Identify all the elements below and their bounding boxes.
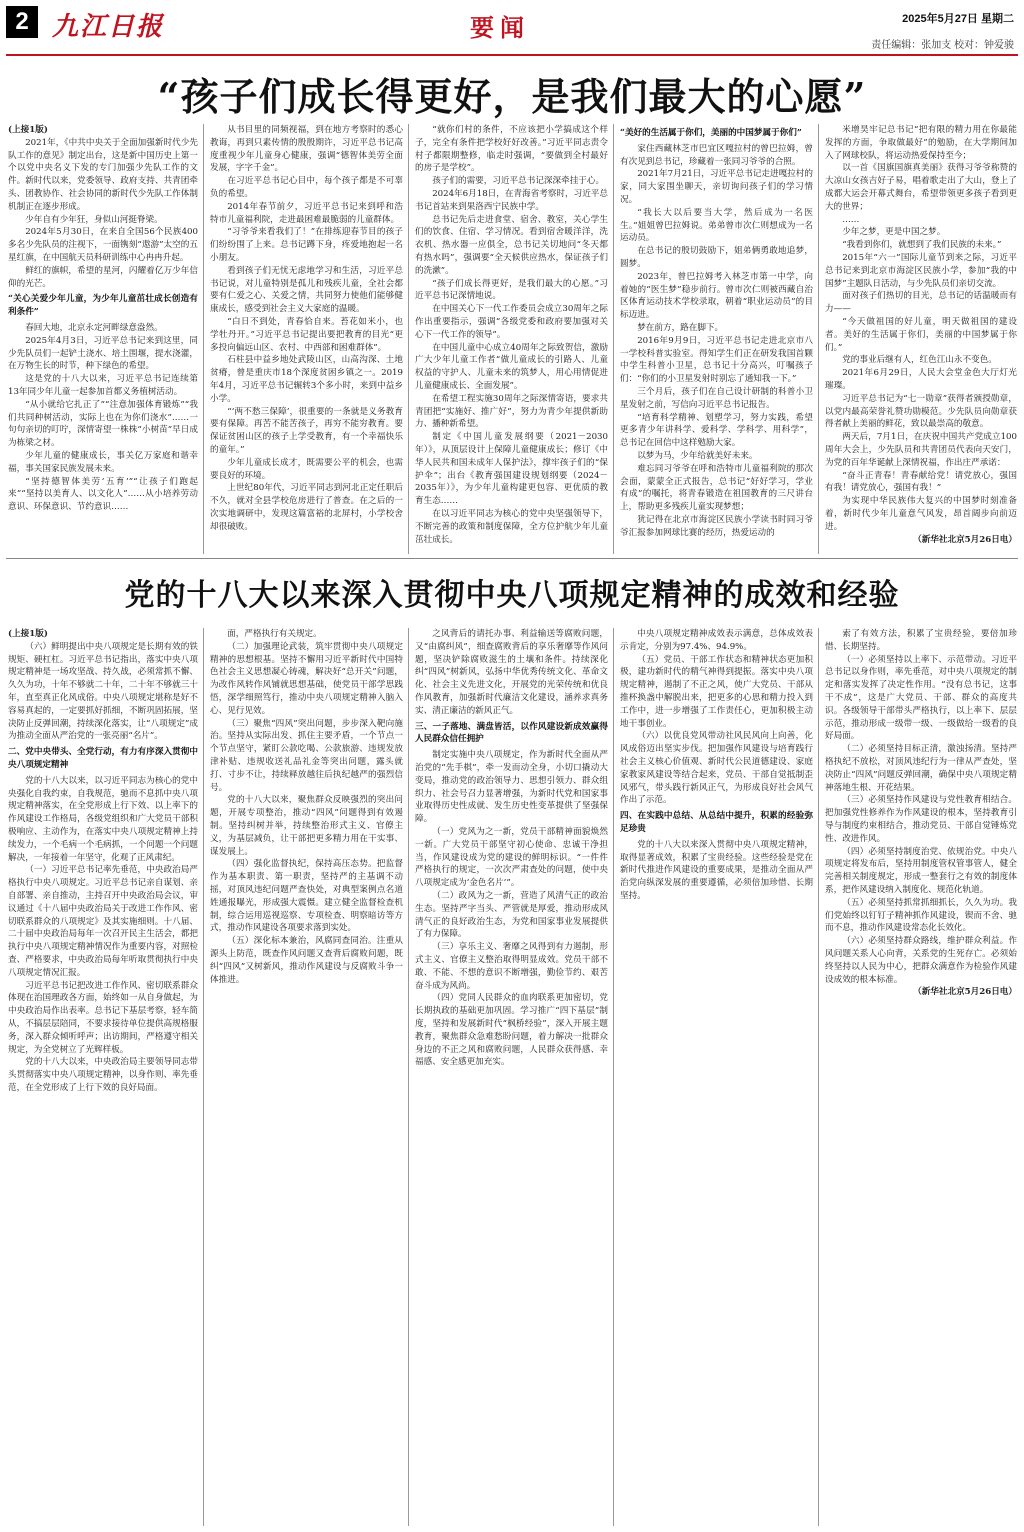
paragraph: 2021年7月21日，习近平总书记走进嘎拉村的家，同大家围坐聊天，亲切询问孩子们的学习情况。 [620,169,813,205]
masthead [0,0,1024,58]
paragraph: 梦在前方，路在脚下。 [637,322,724,333]
paragraph: 之风背后的请托办事、利益输送等腐败问题，又“由腐纠风”，细查腐败背后的享乐奢靡等作风问题，坚决铲除腐败滋生的土壤和条件。持续深化纠“四风”树新风，弘扬中华优秀传统文化、革命文化、社会主义先进文化，开展党的光荣传统和优良作风教育，加强新时代廉洁文化建设，涵养求真务实、清正廉洁的新风正气。 [415,629,608,716]
column-divider [203,628,204,1526]
paragraph: “白日不到处，青春恰自来。苔花如米小，也学牡丹开。”习近平总书记提出要把教育的目光“更多投向偏远山区、农村、中西部和困难群体”。 [210,316,403,353]
paragraph: 看到孩子们无忧无虑地学习和生活，习近平总书记说，对儿童特别是孤儿和残疾儿童，全社会都要有仁爱之心、关爱之情，共同努力使他们能够健康成长，感受到社会主义大家庭的温暖。 [210,265,403,315]
paragraph: （二）必须坚持目标正清，激浊扬清。坚持严格执纪不放松，对顶风违纪行为一律从严查处，坚决防止“四风”问题反弹回潮，确保中央八项规定精神落地生根、开花结果。 [825,744,1017,793]
paragraph: 上世纪80年代，习近平同志到河北正定任职后不久，就对全县学校危房进行了普查。在之后的一次实地调研中，发现这篇富裕的北屏村，小学校舍却很破败。 [210,483,403,532]
paragraph: 在中国关心下一代工作委员会成立30周年之际作出重要指示，强调“各级党委和政府要加强对关心下一代工作的领导”。 [415,304,608,340]
paragraph: “孩子们成长得更好，是我们最大的心愿。”习近平总书记深情地说。 [415,278,608,302]
subheading: 三、一子落地、满盘皆活，以作风建设新成效赢得人民群众信任拥护 [415,721,608,745]
paragraph: 少年之梦，更是中国之梦。 [842,227,946,238]
paragraph: 在希望工程实施30周年之际深情寄语，要求共青团把“实施好、推广好”，努力为青少年提供新助力、播种新希望。 [415,393,608,430]
paragraph: “我看到你们，就想到了我们民族的未来。” [842,240,1002,251]
paragraph: 鲜红的旗帜，希望的星河，闪耀着亿万少年信仰的光芒。 [8,265,198,289]
paragraph: 两天后，7月1日，在庆祝中国共产党成立100周年大会上，少先队员和共青团员代表向天安门，为党的百年华诞献上深情祝福，作出庄严承诺： [825,432,1017,468]
paragraph: 2021年，《中共中央关于全面加强新时代少先队工作的意见》制定出台，这是新中国历史上第一个以党中央名义下发的专门加强少先队工作的文件。新时代以来，党委领导、政府支持、共青团牵头、团教协作、社会协同的新时代少先队工作体制机制正在逐步形成。 [8,137,198,212]
paragraph: 以梦为马，少年给就美好未来。 [637,450,758,461]
dateline: 2025年5月27日 星期二 [902,13,1014,25]
article1-col4 [620,124,813,554]
paragraph: “培育科学精神、划塑学习，努力实践，希望更多青少年讲科学、爱科学、学科学、用科学”，总书记在回信中这样勉励大家。 [620,412,813,449]
paragraph: 在中国儿童中心成立40周年之际致贺信，激励广大少年儿童工作者“做儿童成长的引路人、儿童权益的守护人、儿童未来的筑梦人，用心用情促进儿童健康成长、全面发展”。 [415,342,608,391]
paragraph: 党的十八大以来，中央政治局主要领导同志带头贯彻落实中央八项规定精神，以身作则、率先垂范，在全党形成了上行下效的良好局面。 [8,1057,198,1093]
editors-line: 责任编辑：张加支 校对：钟爱骏 [871,40,1014,51]
paragraph: “‘两不愁三保障’，很重要的一条就是义务教育要有保障。再苦不能苦孩子，再穷不能穷教育。要保证贫困山区的孩子上学受教育，有一个幸福快乐的童年。” [210,406,403,455]
article1-col2 [210,124,403,554]
paragraph: 犹记得在北京市海淀区民族小学读书时同习爷爷汇报参加网球比赛的经历，热爱运动的 [620,514,813,538]
paragraph: 三个月后，孩子们在自己设计研制的科普小卫星发射之前，写信向习近平总书记报告。 [620,386,813,410]
article1-col1 [8,124,198,554]
article1-col3 [415,124,608,554]
paragraph: 为实现中华民族伟大复兴的中国梦时刻准备着，新时代少年儿童意气风发，昂首阔步向前迈进。 [825,496,1017,532]
paragraph: 少年自有少年狂，身似山河挺脊梁。 [25,214,163,225]
paragraph: 索了有效方法，积累了宝贵经验，要倍加珍惜、长期坚持。 [825,629,1017,652]
paragraph: 2024年5月30日，在来自全国56个民族400多名少先队员的注视下，一面镌刻“遨游”太空的五星红旗，在中国航天员科研训练中心冉冉升起。 [8,227,198,263]
paragraph: （一）必须坚持以上率下、示范带动。习近平总书记以身作则，率先垂范，对中央八项规定的制定和落实发挥了决定性作用。“没有总书记，这事干不成”，这是广大党员、干部、群众的高度共识。各级领导干部带头严格执行，以上率下、层层示范，推动形成一级带一级、一级做给一级看的良好局面。 [825,654,1017,742]
paragraph: …… [842,214,860,225]
paragraph: 习近平总书记把改进工作作风、密切联系群众体现在治国理政各方面，始终如一从自身做起，为中央政治局作出表率。总书记下基层考察，轻车简从，不搞层层陪同，不要求接待单位提供高规格服务，深入群众倾听呼声；出访期间，严格遵守相关规定，为全党树立了光辉样板。 [8,980,198,1055]
paragraph: （四）必须坚持制度治党、依规治党。中央八项规定将发布后，坚持用制度管权管事管人，健全完善相关制度规定，形成一整套行之有效的制度体系，把作风建设纳入制度化、规范化轨道。 [825,846,1017,895]
paragraph: 这是党的十八大以来，习近平总书记连续第13年同少年儿童一起参加首都义务植树活动。 [8,374,198,397]
article2-headline: 党的十八大以来深入贯彻中央八项规定精神的成效和经验 [124,578,900,613]
paragraph: 少年儿童成长成才，既需要公平的机会，也需要良好的环境。 [210,457,403,481]
column-divider [408,124,409,554]
paragraph: 制定实施中央八项规定，作为新时代全面从严治党的“先手棋”，牵一发而动全身，小切口撬动大变局，推动党的政治领导力、思想引领力、群众组织力、社会号召力显著增强，为新时代党和国家事业取得历史性成就、发生历史性变革提供了坚强保障。 [415,750,608,825]
paragraph: （六）必须坚持群众路线，维护群众利益。作风问题关系人心向背，关系党的生死存亡。必须始终坚持以人民为中心，把群众满意作为检验作风建设成效的根本标准。 [825,936,1017,985]
paragraph: “今天做祖国的好儿童，明天做祖国的建设者。美好的生活属于你们，美丽的中国梦属于你们。” [825,316,1017,353]
paragraph: 米增昊牢记总书记“把有限的精力用在你最能发挥的方面，争取做最好”的勉励，在大学期间加入了网球校队，将运动热爱保持至今； [825,125,1017,161]
paragraph: 习近平总书记为“七一勋章”获得者颁授勋章，以党内最高荣誉礼赞功勋模范。少先队员向勋章获得者献上美丽的鲜花，致以最崇高的敬意。 [825,393,1017,430]
paragraph: 在习近平总书记心目中，每个孩子都是不可辜负的希望。 [210,176,403,199]
paragraph: （三）聚焦“四风”突出问题，步步深入靶向施治。坚持从实际出发、抓住主要矛盾，一个节点一个节点坚守，紧盯公款吃喝、公款旅游、违规发放津补贴、违规收送礼品礼金等突出问题，露头就打、寸步不让，持续释放越往后执纪越严的强烈信号。 [210,718,403,793]
paragraph: 2023年，曾巴拉姆考入林芝市第一中学，向着她的“医生梦”稳步前行。曾市次仁则被西藏自治区体育运动技术学校录取，朝着“职业运动员”的目标迈进。 [620,271,813,321]
column-divider [408,628,409,1526]
page-number: 2 [6,6,38,38]
paragraph: 春回大地，北京永定河畔绿意盎然。 [25,322,163,333]
paragraph: 党的十八大以来，以习近平同志为核心的党中央强化自我约束，自我规范，驰而不息抓中央八项规定精神落实，在全党形成上行下效、以上率下的作风建设工作格局，各级党组织和广大党员干部积极响应、主动作为，在落实中央八项规定精神上持续发力，一个毛病一个毛病抓，一个问题一个问题解决，一年接着一年坚守，化观了正风肃纪。 [8,775,198,863]
paragraph: （五）党员、干部工作状态和精神状态更加积极，建功新时代的精气神得到提振。落实中央八项规定精神，遏制了不正之风，使广大党员、干部从推杯换盏中解脱出来，把更多的心思和精力投入到工作中，进一步增强了工作责任心，更加积极主动地干事创业。 [620,654,813,729]
subheading: “关心关爱少年儿童，为少年儿童茁壮成长创造有利条件” [8,294,198,318]
article2-col2 [210,628,403,1526]
paragraph: “我长大以后要当大学，然后成为一名医生。”姐姐曾巴拉姆说。弟弟曾市次仁则想成为一名运动员。 [620,207,813,244]
paragraph: 少年儿童的健康成长，事关亿万家庭和谐幸福，事关国家民族发展未来。 [8,450,198,474]
paragraph: 石柱县中益乡地处武陵山区，山高沟深、土地贫瘠，曾是重庆市18个深度贫困乡镇之一。2019年4月，习近平总书记辗转3个多小时，来到中益乡小学。 [210,355,403,404]
paragraph: （六）鲜明提出中央八项规定是长期有效的铁规矩、硬杠杠。习近平总书记指出，落实中央八项规定精神是一场攻坚战、持久战，必须常抓不懈、久久为功，十年不够就二十年，二十年不够就三十年，直至真正化风成俗。中央八项规定堪称是好不容易真起的，一定要抓好抓细，不断巩固拓展，坚决防止反弹回潮，持续深化落实，让“八项规定”成为推动全面从严治党的一张亮丽“名片”。 [8,641,198,742]
byline: （新华社北京5月26日电） [913,987,1017,998]
paragraph: 2014年春节前夕，习近平总书记来到呼和浩特市儿童福利院，走进最困难最脆弱的儿童群体。 [210,201,403,225]
paragraph: （六）以优良党风带动社风民风向上向善，化风成俗迈出坚实步伐。把加强作风建设与培育践行社会主义核心价值观、新时代公民道德建设、家庭家教家风建设等结合起来，党员、干部自觉抵制歪风邪气，带头践行新风正气，为形成良好社会风气作出了示范。 [620,731,813,806]
paragraph: 中央八项规定精神成效表示满意，总体成效表示肯定，分别为97.4%、94.9%。 [620,629,813,652]
column-divider [203,124,204,554]
paragraph: “就你们村的条件，不应该把小学搞成这个样子，完全有条件把学校好好改善。”习近平同志责令村子都限期整修，临走时强调，“要做到全村最好的房子是学校”。 [415,125,608,174]
lead-note: (上接1版) [8,125,48,135]
paragraph: 2015年“六一”国际儿童节到来之际，习近平总书记来到北京市海淀区民族小学，参加“我的中国梦”主题队日活动，与少先队员们亲切交流。 [825,252,1017,289]
article2-col4 [620,628,813,1526]
paragraph: （四）强化监督执纪，保持高压态势。把监督作为基本职责、第一职责，坚持严的主基调不动摇，对顶风违纪问题严查快处，对典型案例点名道姓通报曝光，形成强大震慑。建立健全监督检查机制，综合运用巡视巡察、专项检查、明察暗访等方式，推动作风建设各项要求落到实处。 [210,859,403,934]
paragraph: 2016年9月9日，习近平总书记走进北京市八一学校科普实验室。得知学生们正在研发我国首颗中学生科普小卫星，总书记十分高兴，叮嘱孩子们：“你们的小卫星发射时别忘了通知我一下。” [620,335,813,385]
paragraph: 2025年4月3日，习近平总书记来到这里，同少先队员们一起铲土浇水、培土围堰，提水浇灌，在万物生长的时节，种下绿色的希望。 [8,335,198,372]
article2-col5 [825,628,1017,1526]
paragraph: “奋斗正青春！青春献给党！请党放心，强国有我！请党放心，强国有我！” [825,470,1017,494]
paragraph: “从小就给它扎正了”“注意加强体育锻炼”“我们共同种树活动，实际上也在为你们浇水”……一句句亲切的叮咛，深情寄望一株株“小树苗”早日成为栋梁之材。 [8,399,198,449]
paragraph: （二）加强理论武装，筑牢贯彻中央八项规定精神的思想根基。坚持不懈用习近平新时代中国特色社会主义思想凝心铸魂，解决好“总开关”问题，为改作风转作风铺就思想基础，使党员干部学思践悟，深学细照笃行，推动中央八项规定精神入脑入心、见行见效。 [210,641,403,716]
paragraph: 2024年6月18日，在青海省考察时，习近平总书记首站来到果洛西宁民族中学。 [415,188,608,212]
subheading: 四、在实践中总结、从总结中提升，积累的经验弥足珍贵 [620,811,813,834]
paragraph: 制定《中国儿童发展纲要（2021－2030年）》，从顶层设计上保障儿童健康成长；修订《中华人民共和国未成年人保护法》，撑牢孩子们的“保护伞”；出台《教育强国建设规划纲要（2024－2035年）》，为少年儿童构建更包容、更优质的教育生态…… [415,432,608,507]
article1-col5 [825,124,1017,554]
paragraph: 从书目里的同频视福，到在地方考察时的悉心教诲，再到只素传情的殷殷期许，习近平总书记高度重视少年儿童身心健康，强调“德智体美劳全面发展，字字千金”。 [210,125,403,174]
subheading: “美好的生活属于你们，美丽的中国梦属于你们” [620,128,802,138]
paragraph: 家住西藏林芝市巴宜区嘎拉村的曾巴拉姆，曾有次见到总书记，珍藏着一张同习爷爷的合照。 [620,143,813,167]
article1-headline: “孩子们成长得更好，是我们最大的心愿” [157,74,867,119]
paragraph: 在以习近平同志为核心的党中央坚强领导下，不断完善的政策和制度保障，全方位护航少年儿童茁壮成长。 [415,508,608,545]
paragraph: 党的十八大以来深入贯彻中央八项规定精神，取得显著成效，积累了宝贵经验。这些经验是党在新时代推进作风建设的重要成果，是推动全面从严治党向纵深发展的重要遵循，必须倍加珍惜、长期坚持。 [620,839,813,901]
lead-note: (上接1版) [8,629,48,639]
paragraph: （四）党同人民群众的血肉联系更加密切，党长期执政的基础更加巩固。学习推广“四下基层”制度，坚持和发展新时代“枫桥经验”，深入开展主题教育，聚焦群众急难愁盼问题，着力解决一批群众身边的不正之风和腐败问题，人民群众获得感、幸福感、安全感更加充实。 [415,993,608,1068]
paragraph: 面，严格执行有关规定。 [227,629,322,639]
article2-col1 [8,628,198,1526]
paragraph: 在总书记的殷切鼓励下，姐弟俩勇敢地追梦，圆梦。 [620,246,813,269]
paragraph: 党的事业后继有人，红色江山永不变色。 [842,355,997,366]
article2-col3 [415,628,608,1526]
paragraph: “坚持德智体美劳‘五育’”“让孩子们跑起来”“坚持以美育人、以文化人”……从小培养劳动意识、环保意识、节约意识…… [8,476,198,513]
paragraph: （五）必须坚持抓常抓细抓长，久久为功。我们党始终以钉钉子精神抓作风建设，锲而不舍、驰而不息，推动作风建设常态化长效化。 [825,897,1017,934]
paragraph: （二）政风为之一新，营造了风清气正的政治生态。坚持严字当头、严管就是厚爱，推动形成风清气正的良好政治生态，为党和国家事业发展提供了有力保障。 [415,890,608,940]
paragraph: （一）党风为之一新，党员干部精神面貌焕然一新。广大党员干部坚守初心使命、忠诚干净担当，作风建设成为党的建设的鲜明标识。“一件件严格执行的规定，一次次严肃查处的问题，使中央八项规定成为‘金色名片’”。 [415,826,608,889]
paragraph: 2021年6月29日，人民大会堂金色大厅灯光璀璨。 [825,368,1017,391]
article-divider [6,558,1018,559]
paragraph: （三）必须坚持作风建设与党性教育相结合。把加强党性修养作为作风建设的根本，坚持教育引导与制度约束相结合，推动党员、干部自觉锤炼党性、改进作风。 [825,795,1017,844]
byline: （新华社北京5月26日电） [913,534,1017,545]
newspaper-logo: 九江日报 [52,12,165,42]
paragraph: （三）享乐主义、奢靡之风得到有力遏制，形式主义、官僚主义整治取得明显成效。党员干部不敢、不能、不想的意识不断增强，勤俭节约、艰苦奋斗成为风尚。 [415,942,608,991]
paragraph: 总书记先后走进食堂、宿舍、教室，关心学生们的饮食、住宿、学习情况。看到宿舍暖洋洋，洗衣机、热水器一应俱全，总书记关切地问“冬天都有热水吗”，强调要“全天候供应热水，保证孩子们的洗漱”。 [415,214,608,276]
paragraph: 党的十八大以来，聚焦群众反映强烈的突出问题，开展专项整治，推动“四风”问题得到有效遏制。坚持纠树并举，持续整治形式主义、官僚主义，为基层减负，让干部把更多精力用在干实事、谋发展上。 [210,795,403,857]
paragraph: “习爷爷来看我们了！”在排练迎春节目的孩子们纷纷围了上来。总书记蹲下身，疼爱地抱起一名小朋友。 [210,227,403,263]
column-divider [818,124,819,554]
paragraph: 面对孩子们热切的目光，总书记的话温暖而有力—— [825,291,1017,315]
paragraph: （一）习近平总书记率先垂范，中央政治局严格执行中央八项规定。习近平总书记亲自谋划、亲自部署、亲自推动，主持召开中央政治局会议，审议通过《十八届中央政治局关于改进工作作风、密切联系群众的八项规定》及其实施细则。十八届、二十届中央政治局每年一次召开民主生活会，都把执行中央八项规定精神情况作为重要内容，对照检查、严格要求，中央政治局每年听取贯彻执行中央八项规定情况汇报。 [8,865,198,978]
header-rule [6,54,1018,56]
column-divider [613,628,614,1526]
paragraph: 难忘同习爷爷在呼和浩特市儿童福利院的那次会面，蒙蒙全正式报告，总书记“好好学习，学业有成”的嘱托，将青春锻造在祖国教育的三尺讲台上，帮助更多残疾儿童实现梦想； [620,463,813,513]
subheading: 二、党中央带头、全党行动，有力有序深入贯彻中央八项规定精神 [8,747,198,770]
column-divider [613,124,614,554]
paragraph: （五）深化标本兼治，风腐同查同治。注重从源头上防范，既查作风问题又查背后腐败问题，既纠“四风”又树新风，推动作风建设与反腐败斗争一体推进。 [210,936,403,985]
paragraph: 孩子们的需要，习近平总书记深深牵挂于心。 [432,176,605,187]
section-title: 要闻 [470,13,530,42]
column-divider [818,628,819,1526]
paragraph: 以一首《国旗国旗真美丽》获得习爷爷称赞的大凉山女孩吉好子易，唱着歌走出了大山，登上了成都大运会开幕式舞台，希望带领更多孩子看到更大的世界； [825,163,1017,212]
